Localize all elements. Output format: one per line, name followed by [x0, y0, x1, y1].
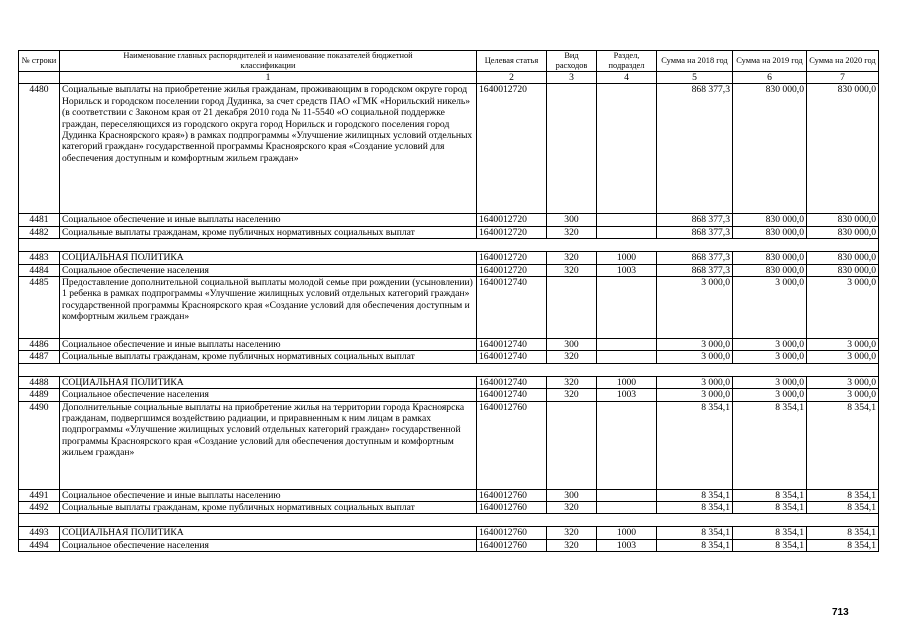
spacer-cell	[733, 363, 807, 376]
expense-type: 320	[547, 376, 597, 388]
spacer-cell	[60, 514, 477, 527]
table-row	[19, 401, 879, 489]
row-name: Социальные выплаты на приобретение жилья гражданам, проживающим в городском округе город Норильск и городском поселении город Дудинка, за счет средств ПАО «ГМК «Норильский никель» (в соответствии с Законом края от 21 декабря 2010 года № 11-5540 «О социальной поддержке граждан, переселяющихся из городского округа город Норильск и городского поселения город Дудинка Красноярского края») в рамках подпрограммы «Улучшение жилищных условий отдельных категорий граждан» государственной программы Красноярского края «Создание условий для обеспечения доступным и комфортным жильем граждан»	[60, 84, 477, 214]
target-article: 1640012740	[477, 351, 547, 363]
spacer-cell	[657, 514, 733, 527]
row-name: Социальные выплаты гражданам, кроме публичных нормативных социальных выплат	[60, 226, 477, 238]
sum-2020: 830 000,0	[807, 264, 879, 276]
spacer-cell	[597, 514, 657, 527]
sum-2020: 830 000,0	[807, 214, 879, 226]
row-name: Социальные выплаты гражданам, кроме публичных нормативных социальных выплат	[60, 502, 477, 514]
section-code: 1000	[597, 376, 657, 388]
table-row	[19, 351, 879, 363]
row-spacer	[19, 514, 879, 527]
target-article: 1640012720	[477, 226, 547, 238]
row-number: 4483	[19, 252, 60, 264]
sum-2019: 830 000,0	[733, 264, 807, 276]
column-index: 5	[657, 72, 733, 84]
row-number: 4486	[19, 339, 60, 351]
sum-2018: 8 354,1	[657, 539, 733, 551]
spacer-cell	[477, 514, 547, 527]
spacer-cell	[807, 363, 879, 376]
table-row	[19, 489, 879, 501]
section-code	[597, 339, 657, 351]
header-name-line2: классификации	[240, 61, 296, 70]
header-sum-2019: Сумма на 2019 год	[733, 51, 807, 72]
budget-table	[18, 50, 879, 552]
sum-2019: 830 000,0	[733, 84, 807, 214]
header-sum-2018: Сумма на 2018 год	[657, 51, 733, 72]
row-number: 4493	[19, 527, 60, 539]
spacer-cell	[807, 239, 879, 252]
row-spacer	[19, 239, 879, 252]
row-number: 4485	[19, 277, 60, 339]
target-article: 1640012740	[477, 277, 547, 339]
sum-2018: 868 377,3	[657, 264, 733, 276]
sum-2018: 8 354,1	[657, 489, 733, 501]
expense-type: 320	[547, 389, 597, 401]
column-index: 4	[597, 72, 657, 84]
spacer-cell	[19, 514, 60, 527]
expense-type	[547, 277, 597, 339]
sum-2019: 830 000,0	[733, 252, 807, 264]
sum-2019: 3 000,0	[733, 376, 807, 388]
expense-type	[547, 84, 597, 214]
expense-type: 320	[547, 226, 597, 238]
spacer-cell	[19, 363, 60, 376]
column-index: 7	[807, 72, 879, 84]
sum-2019: 8 354,1	[733, 502, 807, 514]
table-row	[19, 376, 879, 388]
sum-2019: 3 000,0	[733, 277, 807, 339]
header-expense-type: Вид расходов	[547, 51, 597, 72]
row-number: 4480	[19, 84, 60, 214]
target-article: 1640012720	[477, 252, 547, 264]
sum-2020: 8 354,1	[807, 401, 879, 489]
sum-2020: 8 354,1	[807, 502, 879, 514]
target-article: 1640012760	[477, 489, 547, 501]
column-index	[19, 72, 60, 84]
sum-2020: 3 000,0	[807, 277, 879, 339]
target-article: 1640012760	[477, 502, 547, 514]
row-name: СОЦИАЛЬНАЯ ПОЛИТИКА	[60, 376, 477, 388]
spacer-cell	[60, 239, 477, 252]
section-code	[597, 226, 657, 238]
table-body	[19, 84, 879, 552]
sum-2018: 868 377,3	[657, 84, 733, 214]
header-section: Раздел, подраздел	[597, 51, 657, 72]
table-row	[19, 527, 879, 539]
expense-type: 300	[547, 489, 597, 501]
column-index: 1	[60, 72, 477, 84]
table-row	[19, 84, 879, 214]
spacer-cell	[547, 239, 597, 252]
row-name: Социальное обеспечение населения	[60, 264, 477, 276]
sum-2020: 3 000,0	[807, 351, 879, 363]
expense-type: 320	[547, 351, 597, 363]
sum-2020: 830 000,0	[807, 226, 879, 238]
row-name: Социальное обеспечение населения	[60, 539, 477, 551]
table-row	[19, 214, 879, 226]
section-code	[597, 401, 657, 489]
header-row	[19, 51, 879, 72]
sum-2020: 8 354,1	[807, 527, 879, 539]
target-article: 1640012760	[477, 539, 547, 551]
sum-2019: 830 000,0	[733, 226, 807, 238]
section-code: 1000	[597, 527, 657, 539]
section-code	[597, 502, 657, 514]
table-row	[19, 252, 879, 264]
section-code	[597, 351, 657, 363]
row-name: Дополнительные социальные выплаты на приобретение жилья на территории города Красноярска гражданам, подвергшимся воздействию радиации, и приравненным к ним лицам в рамках подпрограммы «Улучшение жилищных условий отдельных категорий граждан» государственной программы Красноярского края «Создание условий для обеспечения доступным и комфортным жильем граждан»	[60, 401, 477, 489]
expense-type	[547, 401, 597, 489]
target-article: 1640012720	[477, 264, 547, 276]
table-row	[19, 226, 879, 238]
row-number: 4492	[19, 502, 60, 514]
sum-2018: 8 354,1	[657, 502, 733, 514]
row-number: 4487	[19, 351, 60, 363]
section-code	[597, 277, 657, 339]
sum-2020: 3 000,0	[807, 376, 879, 388]
row-spacer	[19, 363, 879, 376]
spacer-cell	[597, 239, 657, 252]
table-row	[19, 339, 879, 351]
sum-2018: 8 354,1	[657, 527, 733, 539]
header-name	[60, 51, 477, 72]
expense-type: 320	[547, 502, 597, 514]
spacer-cell	[807, 514, 879, 527]
row-name: Социальные выплаты гражданам, кроме публичных нормативных социальных выплат	[60, 351, 477, 363]
sum-2020: 8 354,1	[807, 489, 879, 501]
sum-2019: 3 000,0	[733, 339, 807, 351]
header-sum-2020: Сумма на 2020 год	[807, 51, 879, 72]
page-number: 713	[832, 607, 849, 618]
row-number: 4488	[19, 376, 60, 388]
sum-2019: 8 354,1	[733, 489, 807, 501]
spacer-cell	[597, 363, 657, 376]
sum-2019: 8 354,1	[733, 539, 807, 551]
row-name: Социальное обеспечение населения	[60, 389, 477, 401]
header-name-line1: Наименование главных распорядителей и наименование показателей бюджетной	[123, 51, 413, 60]
target-article: 1640012760	[477, 527, 547, 539]
sum-2019: 3 000,0	[733, 389, 807, 401]
expense-type: 320	[547, 539, 597, 551]
table-row	[19, 277, 879, 339]
row-name: Предоставление дополнительной социальной выплаты молодой семье при рождении (усыновлении) 1 ребенка в рамках подпрограммы «Улучшение жилищных условий отдельных категорий граждан» государственной программы Красноярского края «Создание условий для обеспечения доступным и комфортным жильем граждан»	[60, 277, 477, 339]
spacer-cell	[657, 239, 733, 252]
header-target-article: Целевая статья	[477, 51, 547, 72]
spacer-cell	[477, 363, 547, 376]
sum-2020: 830 000,0	[807, 252, 879, 264]
sum-2018: 868 377,3	[657, 214, 733, 226]
spacer-cell	[19, 239, 60, 252]
table-row	[19, 264, 879, 276]
spacer-cell	[733, 239, 807, 252]
target-article: 1640012720	[477, 214, 547, 226]
section-code: 1000	[597, 252, 657, 264]
row-number: 4489	[19, 389, 60, 401]
table-row	[19, 539, 879, 551]
target-article: 1640012740	[477, 376, 547, 388]
spacer-cell	[60, 363, 477, 376]
header-row-number: № строки	[19, 51, 60, 72]
sum-2018: 3 000,0	[657, 389, 733, 401]
row-number: 4491	[19, 489, 60, 501]
sum-2020: 830 000,0	[807, 84, 879, 214]
table-row	[19, 389, 879, 401]
sum-2018: 868 377,3	[657, 226, 733, 238]
row-name: СОЦИАЛЬНАЯ ПОЛИТИКА	[60, 527, 477, 539]
row-name: СОЦИАЛЬНАЯ ПОЛИТИКА	[60, 252, 477, 264]
sum-2018: 3 000,0	[657, 277, 733, 339]
sum-2019: 8 354,1	[733, 527, 807, 539]
column-index: 3	[547, 72, 597, 84]
sum-2020: 3 000,0	[807, 339, 879, 351]
row-name: Социальное обеспечение и иные выплаты населению	[60, 214, 477, 226]
row-number: 4481	[19, 214, 60, 226]
spacer-cell	[733, 514, 807, 527]
column-index: 6	[733, 72, 807, 84]
target-article: 1640012720	[477, 84, 547, 214]
row-number: 4484	[19, 264, 60, 276]
row-name: Социальное обеспечение и иные выплаты населению	[60, 489, 477, 501]
spacer-cell	[547, 363, 597, 376]
sum-2018: 8 354,1	[657, 401, 733, 489]
section-code	[597, 84, 657, 214]
target-article: 1640012740	[477, 389, 547, 401]
section-code: 1003	[597, 389, 657, 401]
expense-type: 320	[547, 527, 597, 539]
sum-2018: 3 000,0	[657, 376, 733, 388]
target-article: 1640012740	[477, 339, 547, 351]
row-number: 4482	[19, 226, 60, 238]
sum-2019: 8 354,1	[733, 401, 807, 489]
sum-2018: 868 377,3	[657, 252, 733, 264]
target-article: 1640012760	[477, 401, 547, 489]
row-number: 4494	[19, 539, 60, 551]
section-code: 1003	[597, 539, 657, 551]
section-code: 1003	[597, 264, 657, 276]
sum-2019: 3 000,0	[733, 351, 807, 363]
section-code	[597, 489, 657, 501]
expense-type: 320	[547, 264, 597, 276]
sum-2019: 830 000,0	[733, 214, 807, 226]
spacer-cell	[657, 363, 733, 376]
spacer-cell	[547, 514, 597, 527]
sum-2018: 3 000,0	[657, 339, 733, 351]
column-index: 2	[477, 72, 547, 84]
column-index-row	[19, 72, 879, 84]
spacer-cell	[477, 239, 547, 252]
row-name: Социальное обеспечение и иные выплаты населению	[60, 339, 477, 351]
sum-2020: 3 000,0	[807, 389, 879, 401]
expense-type: 300	[547, 214, 597, 226]
expense-type: 300	[547, 339, 597, 351]
sum-2020: 8 354,1	[807, 539, 879, 551]
expense-type: 320	[547, 252, 597, 264]
section-code	[597, 214, 657, 226]
row-number: 4490	[19, 401, 60, 489]
sum-2018: 3 000,0	[657, 351, 733, 363]
table-row	[19, 502, 879, 514]
